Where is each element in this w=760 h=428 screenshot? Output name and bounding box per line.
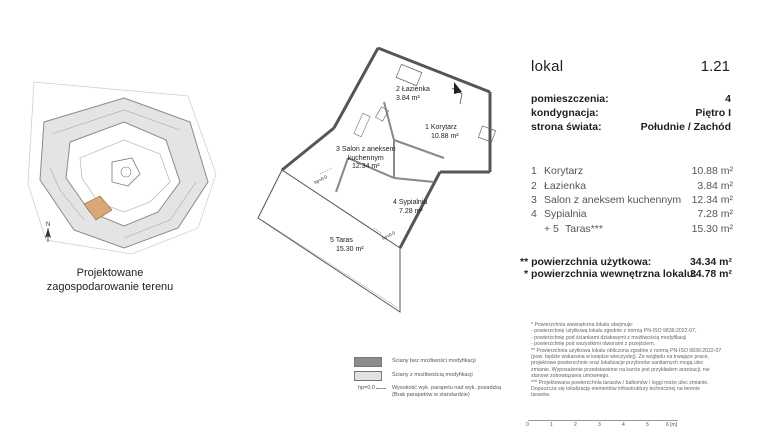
site-caption	[30, 266, 190, 294]
room-row	[531, 208, 733, 222]
room-name: Sypialnia	[544, 208, 587, 220]
site-plan	[20, 78, 220, 268]
site-caption-line2: zagospodarowanie terenu	[46, 281, 174, 293]
scale-tick-label: 1	[550, 422, 553, 428]
info-label: kondygnacja:	[531, 107, 599, 119]
footnote-line: *** Projektowana powierzchnia tarasów / balkonów / loggi może ulec zmianie.	[531, 379, 709, 386]
room-row	[531, 165, 733, 179]
info-row-orientation	[531, 121, 731, 135]
plan-room3-name: 3 Salon z aneksem	[336, 146, 396, 153]
info-value: Piętro I	[695, 107, 731, 119]
room-area: 12.34 m²	[691, 194, 733, 206]
info-value: 4	[725, 93, 731, 105]
legend-fixed-wall-swatch	[354, 357, 382, 367]
plan-room4-area: 7.28 m²	[399, 207, 423, 215]
total-value: 34.34 m²	[689, 256, 732, 268]
scale-tick-label: 5	[646, 422, 649, 428]
site-caption-line1: Projektowane	[76, 267, 144, 279]
north-label: N	[46, 222, 51, 228]
legend-hp-line	[376, 388, 386, 389]
footnote-line: projektowe powierzchnie oraz lokalizacje przyborów sanitarnych mogą ulec	[531, 360, 704, 367]
footnote-line: - powierzchnię pod wszystkimi otworami z przejściem.	[531, 341, 655, 348]
room-area: 3.84 m²	[697, 180, 733, 192]
footnote-line: - powierzchnię pod ściankami działowymi z możliwością modyfikacji	[531, 334, 687, 341]
plan-room1-label	[425, 124, 459, 141]
plan-room5-label	[330, 237, 364, 254]
room-row	[531, 180, 733, 194]
footnote-line: * Powierzchnia wewnętrzna lokalu obejmuje:	[531, 322, 634, 328]
room-row	[531, 194, 733, 208]
room-number: 4	[531, 208, 537, 220]
legend-fixed-wall-text: Ściany bez możliwości modyfikacji	[392, 358, 476, 364]
unit-title: lokal	[531, 58, 564, 75]
plan-room3-label	[336, 146, 396, 172]
terrace-number: + 5	[544, 223, 559, 235]
plan-room2-label	[396, 86, 430, 103]
plan-room3-area: 12.34 m²	[351, 163, 380, 170]
footnote-line: tarasów.	[531, 392, 551, 399]
closet	[478, 126, 495, 142]
legend-hp-text1: Wysokość wyk. parapetu nad wyk. posadzką	[392, 385, 502, 391]
entrance-triangle	[454, 82, 462, 94]
room-name: Salon z aneksem kuchennym	[544, 194, 682, 206]
scale-tick-label: 2	[574, 422, 577, 428]
info-value: Południe / Zachód	[640, 121, 731, 133]
info-label: strona świata:	[531, 121, 602, 133]
total-value: 34.78 m²	[689, 268, 732, 280]
plan-room1-name: 1 Korytarz	[425, 124, 457, 131]
total-label: ** powierzchnia użytkowa:	[520, 256, 652, 268]
footnote-line: Dopuszcza się lokalizację elementów infrastruktury technicznej na terenie	[531, 386, 700, 393]
terrace-area	[258, 170, 400, 312]
info-row-floor	[531, 107, 731, 121]
room-name: Korytarz	[544, 165, 584, 177]
scale-tick-label: 0	[526, 422, 529, 428]
kitchen-counter	[354, 113, 370, 136]
room-number: 3	[531, 194, 537, 206]
room-number: 2	[531, 180, 537, 192]
terrace-row	[531, 223, 733, 237]
bathtub	[396, 64, 422, 85]
plan-room1-area: 10.88 m²	[431, 132, 459, 140]
footnote-line: stanowi zobowiązania umownego.	[531, 373, 610, 380]
room-number: 1	[531, 165, 537, 177]
room-name: Łazienka	[544, 180, 587, 192]
legend-modifiable-wall-text: Ściany z możliwością modyfikacji	[392, 372, 473, 378]
total-label: * powierzchnia wewnętrzna lokalu:	[524, 268, 697, 280]
plan-room5-name: 5 Taras	[330, 237, 353, 244]
room-area: 7.28 m²	[697, 208, 733, 220]
legend-hp-text	[392, 385, 501, 399]
footnote-line: (pow. będzie wskazana w księdze wieczystej). Ze względu na trwające prace,	[531, 354, 709, 361]
plan-hp-mark-1: hp=0.0	[313, 174, 328, 186]
legend-hp-text2: (Brak parapetów w standardzie)	[392, 392, 470, 398]
scale-tick-label: 4	[622, 422, 625, 428]
plan-room3-name2: kuchennym	[347, 154, 384, 162]
terrace-name: Taras***	[565, 223, 603, 235]
plan-hp-mark-2: hp=0.0	[381, 230, 396, 242]
footnote-line: zmianie. Wyposażenie przedstawione na karcie jest przykładem aranżacji, nie	[531, 366, 710, 373]
plan-room5-area: 15.30 m²	[336, 245, 364, 253]
unit-number: 1.21	[700, 58, 730, 75]
info-label: pomieszczenia:	[531, 93, 609, 105]
footnotes	[531, 322, 736, 399]
room-area: 10.88 m²	[691, 165, 733, 177]
plan-room4-label	[393, 199, 427, 216]
info-row-rooms	[531, 93, 731, 107]
total-internal-area	[520, 268, 732, 282]
scale-tick-label: 3	[598, 422, 601, 428]
plan-room2-area: 3.84 m²	[396, 94, 420, 102]
footnote-line: ** Powierzchnia użytkowa lokalu obliczona zgodnie z normą PN-ISO 9836:2022-07	[531, 347, 722, 354]
plan-room2-name: 2 Łazienka	[396, 86, 430, 93]
legend-modifiable-wall-swatch	[354, 371, 382, 381]
footnote-line: - powierzchnię użytkową lokalu zgodnie z normą PN-ISO 9836:2022-07,	[531, 328, 697, 335]
legend-hp-key: hp=0.0	[358, 385, 375, 391]
terrace-area: 15.30 m²	[691, 223, 733, 235]
plan-room4-name: 4 Sypialnia	[393, 199, 428, 206]
floor-plan	[248, 42, 518, 318]
scale-tick-label: 6 [m]	[666, 422, 678, 428]
